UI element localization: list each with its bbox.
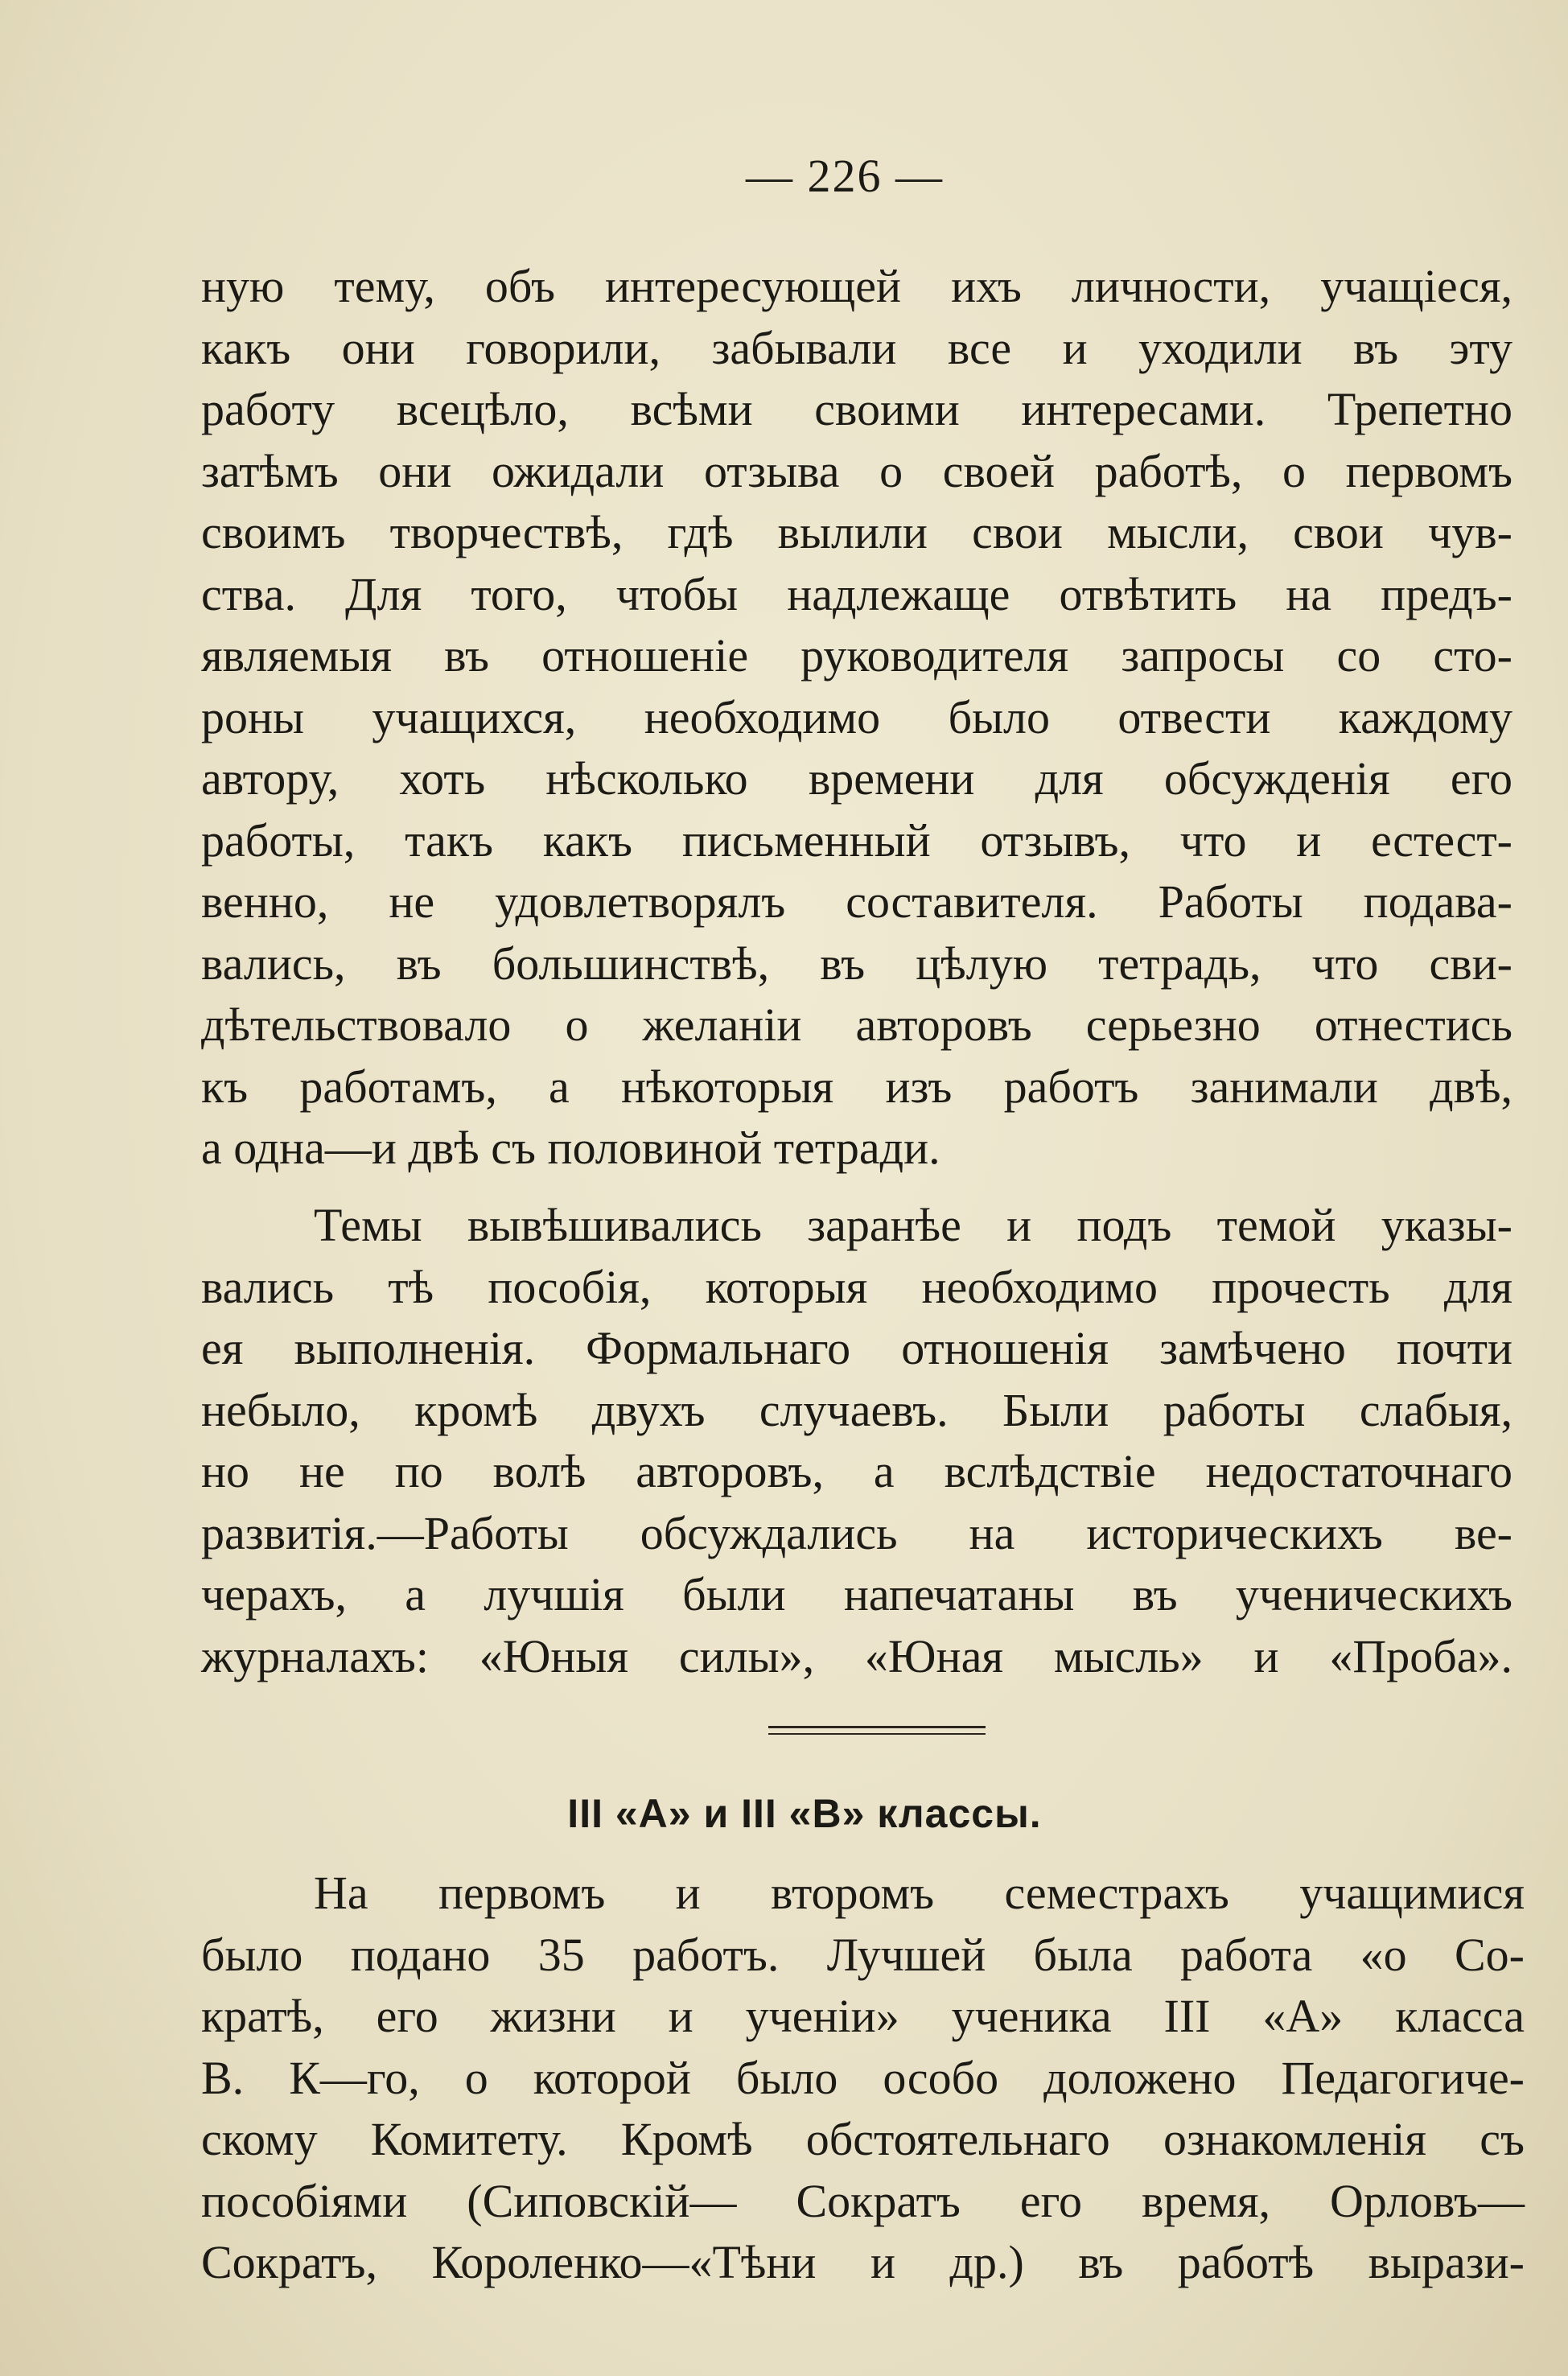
text-line: работу всецѣло, всѣми своими интересами. Трепетно (201, 383, 1512, 435)
paragraph-1 (201, 256, 1512, 1180)
text-line: Темы вывѣшивались заранѣе и подъ темой указы- (314, 1199, 1512, 1251)
paragraph-3 (201, 1863, 1525, 2294)
text-line: а одна—и двѣ съ половиной тетради. (201, 1122, 940, 1174)
text-line: но не по волѣ авторовъ, а вслѣдствіе недостаточнаго (201, 1445, 1512, 1497)
text-line: работы, такъ какъ письменный отзывъ, что и естест- (201, 813, 1512, 867)
text-line: автору, хоть нѣсколько времени для обсужденія его (201, 752, 1512, 805)
text-line: скому Комитету. Кромѣ обстоятельнаго ознакомленія съ (201, 2113, 1525, 2165)
text-line: черахъ, а лучшія были напечатаны въ ученическихъ (201, 1568, 1512, 1620)
section-divider (768, 1726, 986, 1735)
paragraph-2 (201, 1195, 1512, 1687)
page-number: — 226 — (746, 150, 944, 202)
text-line: развитія.—Работы обсуждались на историческихъ ве- (201, 1506, 1512, 1559)
text-line: роны учащихся, необходимо было отвести каждому (201, 690, 1512, 743)
text-line: ея выполненія. Формальнаго отношенія замѣчено почти (201, 1322, 1512, 1374)
text-line: Сократъ, Короленко—«Тѣни и др.) въ работѣ вырази- (201, 2236, 1525, 2288)
text-line: къ работамъ, а нѣкоторыя изъ работъ занимали двѣ, (201, 1060, 1512, 1113)
text-line: было подано 35 работъ. Лучшей была работа «о Со- (201, 1928, 1525, 1981)
text-line: ства. Для того, чтобы надлежаще отвѣтить на предъ- (201, 567, 1512, 620)
text-line: дѣтельствовало о желаніи авторовъ серьезно отнестись (201, 999, 1512, 1051)
text-line: ную тему, объ интересующей ихъ личности, учащіеся, (201, 260, 1512, 312)
text-line: какъ они говорили, забывали все и уходили въ эту (201, 321, 1512, 374)
text-line: кратѣ, его жизни и ученіи» ученика III «А» класса (201, 1990, 1525, 2042)
text-line: пособіями (Сиповскій— Сократъ его время, Орловъ— (201, 2174, 1525, 2227)
text-line: являемыя въ отношеніе руководителя запросы со сто- (201, 629, 1512, 682)
text-line: своимъ творчествѣ, гдѣ вылили свои мысли, свои чув- (201, 506, 1512, 558)
section-heading: III «А» и III «В» классы. (567, 1791, 1042, 1836)
text-line: венно, не удовлетворялъ составителя. Работы подава- (201, 875, 1512, 928)
text-line: вались, въ большинствѣ, въ цѣлую тетрадь, что сви- (201, 937, 1512, 990)
text-line: журналахъ: «Юныя силы», «Юная мысль» и «Проба». (201, 1629, 1512, 1682)
text-line: затѣмъ они ожидали отзыва о своей работѣ, о первомъ (201, 444, 1512, 497)
text-line: вались тѣ пособія, которыя необходимо прочесть для (201, 1260, 1512, 1313)
text-line: В. К—го, о которой было особо доложено Педагогиче- (201, 2051, 1525, 2104)
text-line: На первомъ и второмъ семестрахъ учащимися (314, 1867, 1525, 1919)
text-line: небыло, кромѣ двухъ случаевъ. Были работы слабыя, (201, 1383, 1512, 1436)
